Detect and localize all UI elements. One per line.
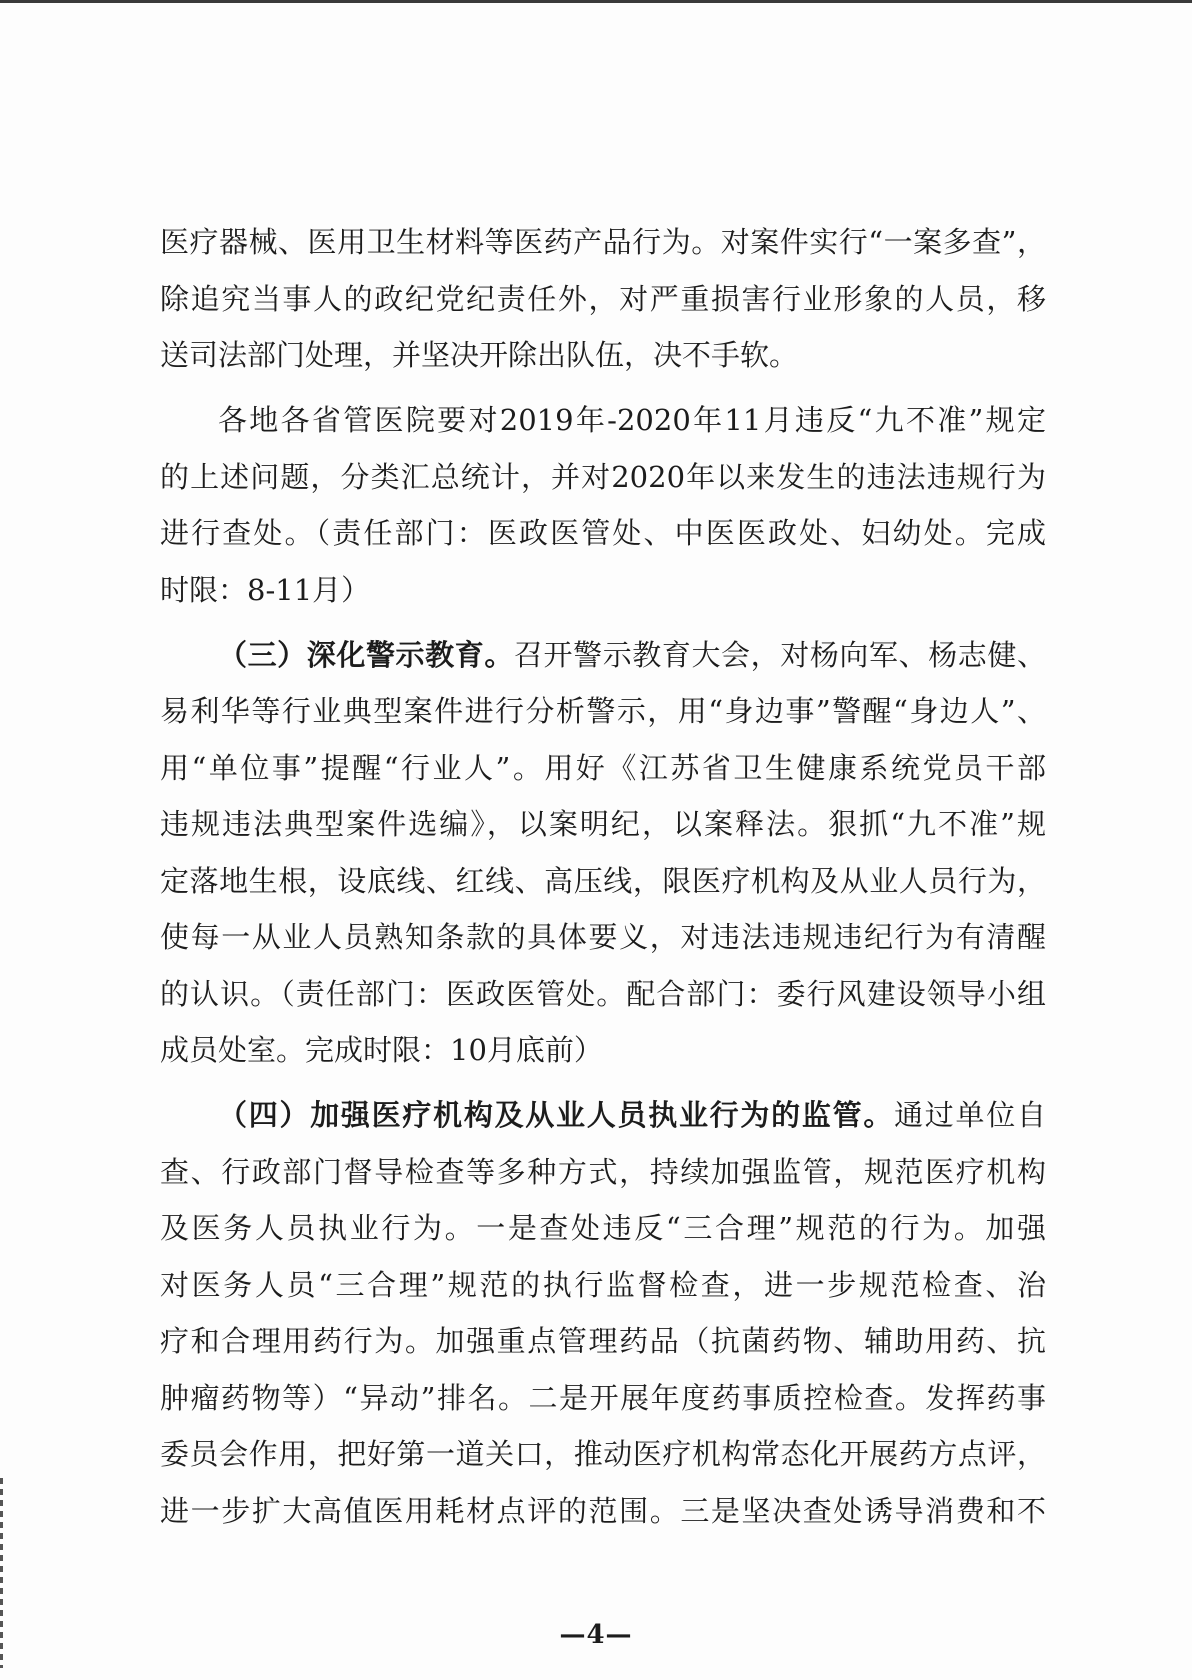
text-line — [160, 966, 1046, 1023]
line-text: 肿瘤药物等）“异动”排名。二是开展年度药事质控检查。发挥药事 — [160, 1380, 1046, 1415]
line-text: 时限：8-11月） — [160, 572, 371, 607]
text-line — [160, 1200, 1046, 1257]
text-line — [160, 327, 1046, 384]
text-line — [160, 853, 1046, 910]
line-text: 的认识。（责任部门：医政医管处。配合部门：委行风建设领导小组 — [160, 976, 1046, 1011]
line-text: 各地各省管医院要对2019年-2020年11月违反“九不准”规定 — [218, 403, 1046, 437]
text-line — [160, 1483, 1046, 1540]
line-text: 除追究当事人的政纪党纪责任外，对严重损害行业形象的人员，移 — [160, 281, 1046, 316]
line-text: 定落地生根，设底线、红线、高压线，限医疗机构及从业人员行为， — [160, 863, 1046, 898]
line-text: 的上述问题，分类汇总统计，并对2020年以来发生的违法违规行为 — [160, 459, 1046, 494]
scan-top-rule — [0, 0, 1192, 3]
line-text: 委员会作用，把好第一道关口，推动医疗机构常态化开展药方点评， — [160, 1437, 1046, 1471]
line-text: 进行查处。（责任部门：医政医管处、中医医政处、妇幼处。完成 — [160, 516, 1046, 550]
text-line — [160, 796, 1046, 853]
line-text: 使每一从业人员熟知条款的具体要义，对违法违规违纪行为有清醒 — [160, 920, 1046, 954]
line-text: 查、行政部门督导检查等多种方式，持续加强监管，规范医疗机构 — [160, 1154, 1046, 1189]
text-line — [160, 1257, 1046, 1314]
text-line — [160, 1426, 1046, 1483]
text-line — [160, 1144, 1046, 1201]
section-heading: （四）加强医疗机构及从业人员执业行为的监管。 — [218, 1098, 895, 1132]
text-line — [160, 683, 1046, 740]
text-line — [160, 1370, 1046, 1427]
section-heading-line — [160, 1087, 1046, 1144]
section-heading: （三）深化警示教育。 — [218, 637, 514, 672]
line-text: 易利华等行业典型案件进行分析警示，用“身边事”警醒“身边人”、 — [160, 694, 1046, 728]
line-text: 召开警示教育大会，对杨向军、杨志健、 — [513, 637, 1046, 672]
text-line — [160, 562, 1046, 619]
text-line — [160, 1022, 1046, 1079]
text-line — [160, 392, 1046, 449]
line-text: 疗和合理用药行为。加强重点管理药品（抗菌药物、辅助用药、抗 — [160, 1324, 1046, 1358]
page-number: —4— — [559, 1620, 633, 1650]
line-text: 用“单位事”提醒“行业人”。用好《江苏省卫生健康系统党员干部 — [160, 750, 1046, 785]
text-line — [160, 449, 1046, 506]
body-text — [160, 214, 1046, 1539]
text-line — [160, 505, 1046, 562]
text-line — [160, 1313, 1046, 1370]
text-line — [160, 214, 1046, 271]
text-line — [160, 909, 1046, 966]
line-text: 及医务人员执业行为。一是查处违反“三合理”规范的行为。加强 — [160, 1211, 1046, 1245]
text-line — [160, 271, 1046, 328]
text-line — [160, 740, 1046, 797]
line-text: 对医务人员“三合理”规范的执行监督检查，进一步规范检查、治 — [160, 1267, 1046, 1302]
line-text: 违规违法典型案件选编》，以案明纪，以案释法。狠抓“九不准”规 — [160, 807, 1046, 841]
line-text: 医疗器械、医用卫生材料等医药产品行为。对案件实行“一案多查”， — [160, 225, 1046, 259]
line-text: 成员处室。完成时限：10月底前） — [160, 1033, 603, 1067]
line-text: 送司法部门处理，并坚决开除出队伍，决不手软。 — [160, 338, 799, 372]
line-text: 通过单位自 — [894, 1098, 1046, 1132]
section-heading-line — [160, 627, 1046, 684]
line-text: 进一步扩大高值医用耗材点评的范围。三是坚决查处诱导消费和不 — [160, 1493, 1046, 1528]
